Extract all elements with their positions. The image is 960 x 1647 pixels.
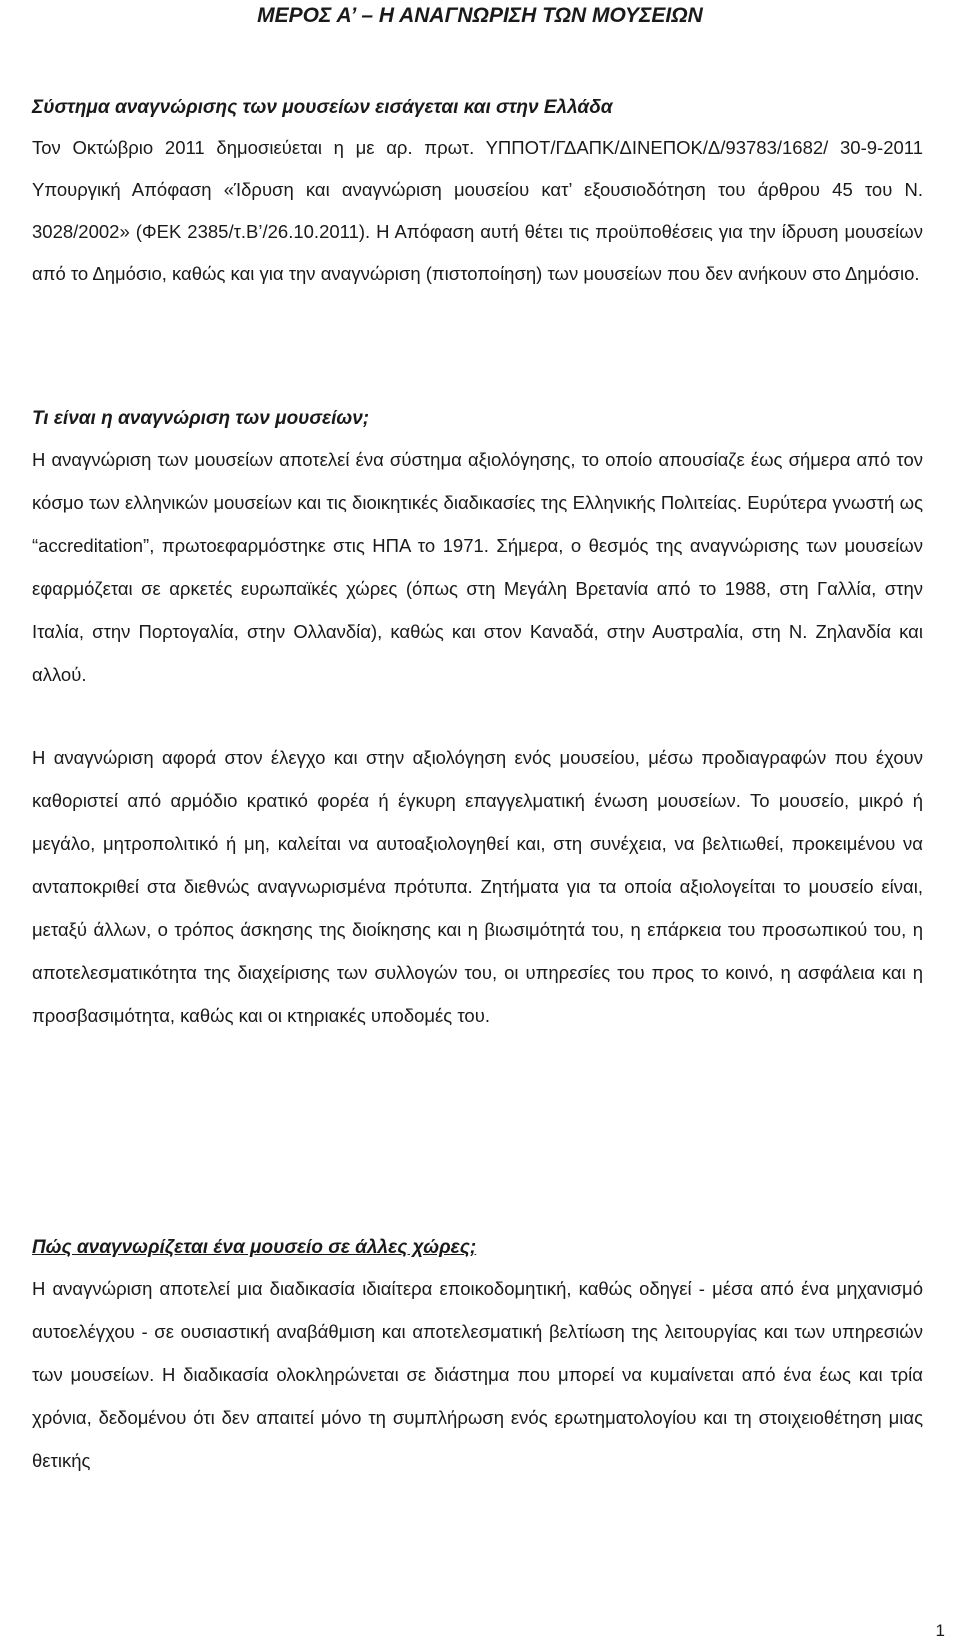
document-title: ΜΕΡΟΣ Α’ – Η ΑΝΑΓΝΩΡΙΣΗ ΤΩΝ ΜΟΥΣΕΙΩΝ bbox=[257, 4, 703, 27]
section-heading: Σύστημα αναγνώρισης των μουσείων εισάγεται και στην Ελλάδα bbox=[32, 97, 613, 118]
section-heading: Πώς αναγνωρίζεται ένα μουσείο σε άλλες χώρες; bbox=[32, 1237, 477, 1258]
section-what-is-recognition bbox=[32, 407, 923, 1037]
section-heading: Τι είναι η αναγνώριση των μουσείων; bbox=[32, 408, 370, 429]
section-recognition-introduced bbox=[32, 96, 923, 295]
section-recognition-abroad bbox=[32, 1236, 923, 1482]
section-paragraph: Η αναγνώριση των μουσείων αποτελεί ένα σύστημα αξιολόγησης, το οποίο απουσίαζε έως σήμερα από τον κόσμο των ελληνικών μουσείων και τις διοικητικές διαδικασίες της Ελληνικής Πολιτείας. Ευρύτερα γνωστή ως “accreditation”, πρωτοεφαρμόστηκε στις ΗΠΑ το 1971. Σήμερα, ο θεσμός της αναγνώρισης των μουσείων εφαρμόζεται σε αρκετές ευρωπαϊκές χώρες (όπως στη Μεγάλη Βρετανία από το 1988, στη Γαλλία, στην Ιταλία, στην Πορτογαλία, στην Ολλανδία), καθώς και στον Καναδά, στην Αυστραλία, στη Ν. Ζηλανδία και αλλού. bbox=[32, 449, 923, 685]
section-paragraph: Η αναγνώριση αφορά στον έλεγχο και στην αξιολόγηση ενός μουσείου, μέσω προδιαγραφών που έχουν καθοριστεί από αρμόδιο κρατικό φορέα ή έγκυρη επαγγελματική ένωση μουσείων. Το μουσείο, μικρό ή μεγάλο, μητροπολιτικό ή μη, καλείται να αυτοαξιολογηθεί και, στη συνέχεια, να βελτιωθεί, προκειμένου να ανταποκριθεί στα διεθνώς αναγνωρισμένα πρότυπα. Ζητήματα για τα οποία αξιολογείται το μουσείο είναι, μεταξύ άλλων, ο τρόπος άσκησης της διοίκησης και η βιωσιμότητά του, η επάρκεια του προσωπικού του, η αποτελεσματικότητα της διαχείρισης των συλλογών του, οι υπηρεσίες του προς το κοινό, η ασφάλεια και η προσβασιμότητα, καθώς και οι κτηριακές υποδομές του. bbox=[32, 747, 923, 1026]
section-paragraph: Τον Οκτώβριο 2011 δημοσιεύεται η με αρ. πρωτ. ΥΠΠΟΤ/ΓΔΑΠΚ/ΔΙΝΕΠΟΚ/Δ/93783/1682/ 30-9-2011 Υπουργική Απόφαση «Ίδρυση και αναγνώριση μουσείου κατ’ εξουσιοδότηση του άρθρου 45 του Ν. 3028/2002» (ΦΕΚ 2385/τ.Β’/26.10.2011). Η Απόφαση αυτή θέτει τις προϋποθέσεις για την ίδρυση μουσείων από το Δημόσιο, καθώς και για την αναγνώριση (πιστοποίηση) των μουσείων που δεν ανήκουν στο Δημόσιο. bbox=[32, 137, 923, 284]
page-number: 1 bbox=[935, 1621, 945, 1640]
section-paragraph: Η αναγνώριση αποτελεί μια διαδικασία ιδιαίτερα εποικοδομητική, καθώς οδηγεί - μέσα από ένα μηχανισμό αυτοελέγχου - σε ουσιαστική αναβάθμιση και αποτελεσματική βελτίωση της λειτουργίας και των υπηρεσιών των μουσείων. Η διαδικασία ολοκληρώνεται σε διάστημα που μπορεί να κυμαίνεται από ένα έως και τρία χρόνια, δεδομένου ότι δεν απαιτεί μόνο τη συμπλήρωση ενός ερωτηματολογίου και τη στοιχειοθέτηση μιας θετικής bbox=[32, 1278, 923, 1471]
